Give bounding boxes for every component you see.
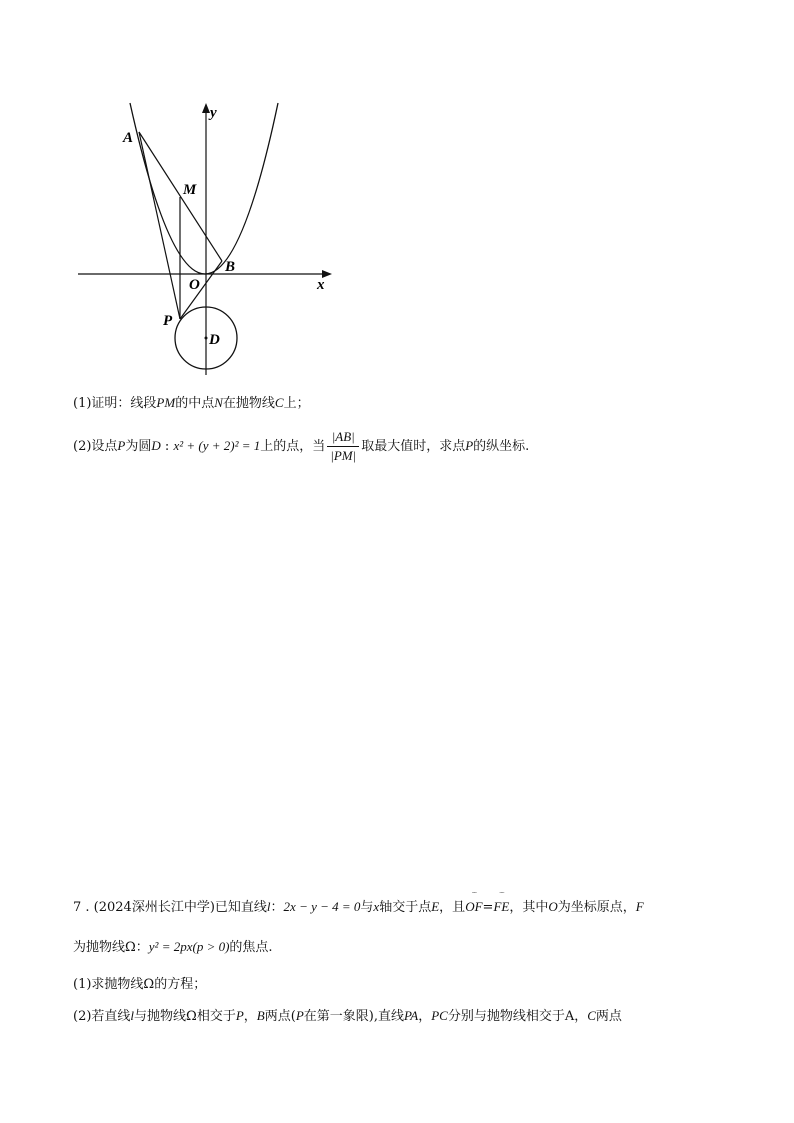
parabola-equation: y² = 2px(p > 0) <box>148 939 230 954</box>
vector-of: ‾‾ OF <box>465 892 483 914</box>
segment-pb <box>180 261 222 319</box>
label-p: P <box>163 313 173 329</box>
line-equation: 2x − y − 4 = 0 <box>283 899 361 914</box>
label-d: D <box>209 332 220 348</box>
label-y: y <box>210 105 217 121</box>
segment-pa <box>139 132 180 319</box>
label-m: M <box>183 182 197 198</box>
ratio-fraction: $\frac{|AB|}{|PM|}$ <box>327 428 359 465</box>
problem6-part2: (2)设点P为圆D : x² + (y + 2)² = 1上的点，当 $\frac{|AB|}{|PM|}$ 取最大值时，求点P的纵坐标. <box>73 428 529 465</box>
center-d-dot <box>205 337 208 340</box>
problem7-line1: 7 . (2024深州长江中学)已知直线l：2x − y − 4 = 0与x轴交于点E，且 ‾‾ OF= ‾‾ FE，其中O为坐标原点，F <box>73 892 644 915</box>
circle-equation: x² + (y + 2)² = 1 <box>173 438 261 454</box>
label-o: O <box>189 277 200 293</box>
vector-fe: ‾‾ FE <box>493 892 510 914</box>
label-a: A <box>123 130 134 146</box>
label-b: B <box>225 259 236 275</box>
problem7-part1: (1)求抛物线Ω的方程； <box>73 977 207 992</box>
problem7-line2: 为抛物线Ω：y² = 2px(p > 0)的焦点. <box>73 939 273 955</box>
problem6-part1: (1)证明：线段PM的中点N在抛物线C上； <box>73 395 310 411</box>
y-axis-arrow <box>202 103 210 113</box>
parabola-curve <box>130 103 278 274</box>
parabola-figure <box>70 95 350 385</box>
problem7-part2: (2)若直线l与抛物线Ω相交于P，B两点(P在第一象限),直线PA，PC分别与抛物线相交于A，C两点 <box>73 1008 622 1024</box>
label-x: x <box>317 277 325 293</box>
